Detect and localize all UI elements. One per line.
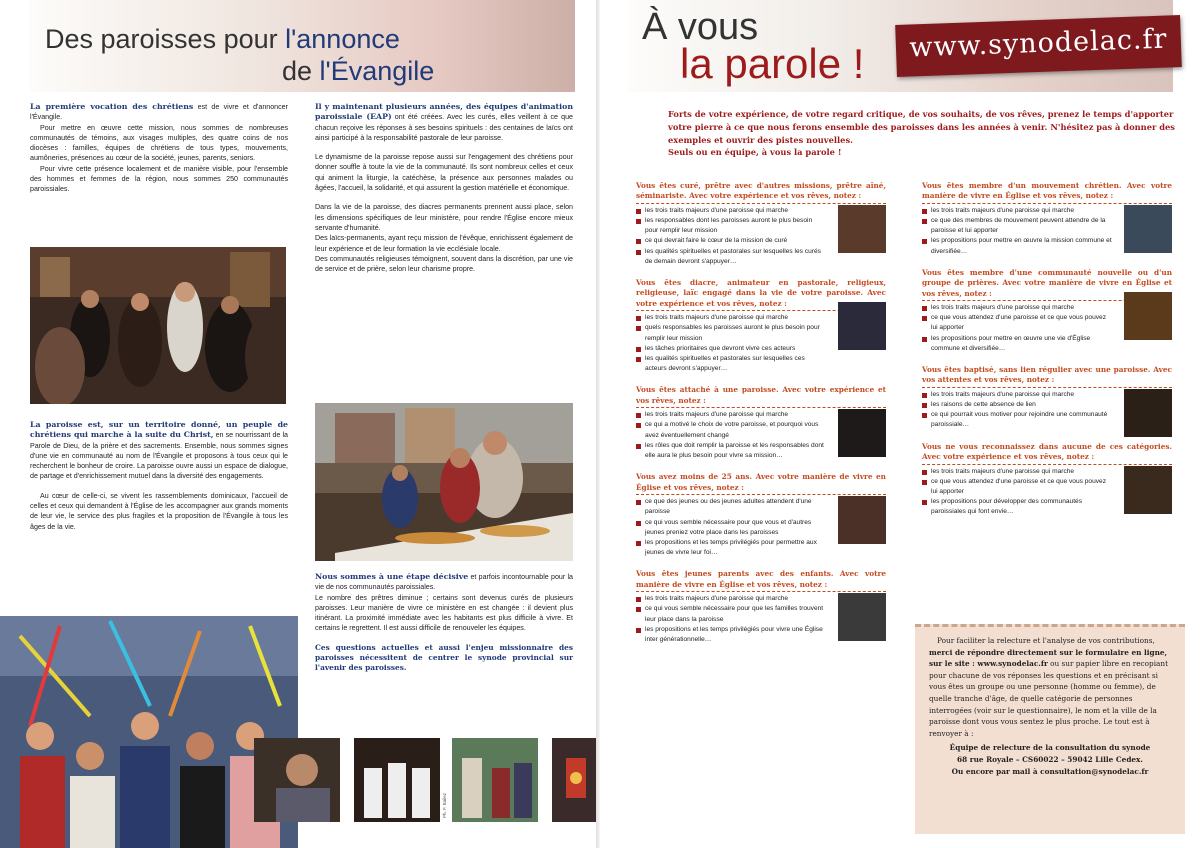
right-title-line2: la parole ! <box>680 40 865 87</box>
response-info-box <box>915 624 1185 834</box>
question-section <box>922 442 1172 518</box>
church-gathering-photo <box>30 247 286 404</box>
left-banner <box>30 0 575 92</box>
section-list <box>636 410 826 461</box>
list-item: les propositions et les temps privilégiés pour permettre aux jeunes de vivre leur foi… <box>636 538 826 558</box>
list-item: les propositions et les temps privilégiés pour vivre une Église inter générationnelle… <box>636 625 826 645</box>
info-text: Pour faciliter la relecture et l'analyse de vos contributions, merci de répondre directement sur le formulaire en ligne, sur le site : www.synodelac.fr ou sur papier libre en recopiant pour chacune de vos réponses les questions et en précisant si vous êtes un groupe ou une personne (homme ou femme), de quelle tranche d'âge, de quelle catégorie de personnes interrogées (voir sur le questionnaire), le nom et la ville de la paroisse dont vous vous sentez le plus proche. Le tout est à renvoyer à : <box>929 636 1169 738</box>
list-item: les responsables dont les paroisses auront le plus besoin pour remplir leur mission <box>636 216 826 236</box>
list-item: ce que des jeunes ou des jeunes adultes attendent d'une paroisse <box>636 497 826 517</box>
right-column-2 <box>922 181 1172 529</box>
address-block: Équipe de relecture de la consultation du synode 68 rue Royale – CS60022 – 59042 Lille Cedex. Ou encore par mail à consultation@synodelac.fr <box>949 743 1151 776</box>
list-item: les qualités spirituelles et pastorales sur lesquelles ces acteurs devront s'appuyer… <box>636 354 826 374</box>
list-item: les qualités spirituelles et pastorales sur lesquelles les curés de demain devront s'appuyer… <box>636 247 826 267</box>
list-item: les trois traits majeurs d'une paroisse qui marche <box>922 390 1112 400</box>
lantern-thumbnail <box>552 738 600 822</box>
section-photo <box>838 409 886 457</box>
section-photo <box>1124 205 1172 253</box>
question-section <box>636 569 886 645</box>
question-section <box>636 385 886 461</box>
list-item: ce qui vous semble nécessaire pour que vous et d'autres jeunes preniez votre place dans les paroisses <box>636 518 826 538</box>
left-column-2-bottom: Nous sommes à une étape décisive et parfois incontournable pour la vie de nos communautés paroissiales. Le nombre des prêtres diminue ; certains sont devenus curés de plusieurs paroisses. Leur manière de vivre ce ministère en est changée : il devient plus itinérant. La proximité immédiate avec les habitants est plus difficile à vivre. Et certains le regrettent. Il est aussi difficile de renouveler les équipes. Ces questions actuelles et aussi l'enjeu missionnaire des paroisses nécessitent de centrer le synode provincial sur l'avenir des paroisses. <box>315 572 573 673</box>
list-item: ce qui pourrait vous motiver pour rejoindre une communauté paroissiale… <box>922 410 1112 430</box>
elderly-man-thumbnail <box>254 738 340 822</box>
list-item: les propositions pour développer des communautés paroissiales qui font envie… <box>922 497 1112 517</box>
question-section <box>636 181 886 267</box>
section-heading: Vous êtes membre d'une communauté nouvelle ou d'un groupe de prières. Avec votre manière de vivre en Église et vos rêves, notez : <box>922 268 1172 301</box>
list-item: les propositions pour mettre en œuvre une vie d'Église commune et diversifiée… <box>922 334 1112 354</box>
section-heading: Vous ne vous reconnaissez dans aucune de ces catégories. Avec votre expérience et vos rêves, notez : <box>922 442 1172 465</box>
section-heading: Vous êtes membre d'un mouvement chrétien. Avec votre manière de vivre en Église et vos rêves, notez : <box>922 181 1172 204</box>
section-heading: Vous êtes jeunes parents avec des enfants. Avec votre manière de vivre en Église et vos rêves, notez : <box>636 569 886 592</box>
section-heading: Vous avez moins de 25 ans. Avec votre manière de vivre en Église et vos rêves, notez : <box>636 472 886 495</box>
list-item: ce que vous attendez d'une paroisse et ce que vous pouvez lui apporter <box>922 313 1112 333</box>
outdoor-meal-photo <box>315 403 573 561</box>
right-page <box>600 0 1200 848</box>
right-title-line1: À vous <box>642 6 759 48</box>
section-list <box>922 390 1112 431</box>
section-photo <box>1124 466 1172 514</box>
section-photo <box>838 302 886 350</box>
list-item: les raisons de cette absence de lien <box>922 400 1112 410</box>
right-column-1 <box>636 181 886 656</box>
question-section <box>922 181 1172 257</box>
list-item: les tâches prioritaires que devront vivre ces acteurs <box>636 344 826 354</box>
list-item: les rôles que doit remplir la paroisse et les responsables dont elle aura le plus besoin pour vivre sa mission… <box>636 441 826 461</box>
list-item: quels responsables les paroisses auront le plus besoin pour remplir leur mission <box>636 323 826 343</box>
list-item: les trois traits majeurs d'une paroisse qui marche <box>636 313 826 323</box>
left-column-1-bottom: La paroisse est, sur un territoire donné, un peuple de chrétiens qui marche à la suite du Christ, en se nourrissant de la Parole de Dieu, de la prière et des sacrements. Ensemble, nous sommes signes d'une vie en communauté au nom de l'Évangile et proposons à tous ceux qui le recherchent le bonheur de croire. La paroisse ouvre aussi un espace de dialogue, de partage et d'enrichissement mutuel dans la diversité des engagements. Au cœur de celle-ci, se vivent les rassemblements dominicaux, l'accueil de celles et ceux qui demandent à l'Église de les accompagner aux grands moments de leur vie, le service des plus fragiles et la proposition de l'Évangile à tous les âges de la vie. <box>30 420 288 531</box>
section-heading: Vous êtes baptisé, sans lien régulier avec une paroisse. Avec vos attentes et vos rêves, notez : <box>922 365 1172 388</box>
list-item: les trois traits majeurs d'une paroisse qui marche <box>636 410 826 420</box>
left-title-line1: Des paroisses pour l'annonce <box>45 24 400 54</box>
section-list <box>922 467 1112 518</box>
section-heading: Vous êtes diacre, animateur en pastorale, religieux, religieuse, laïc engagé dans la vie de votre paroisse. Avec votre expérience et vos rêves, notez : <box>636 278 886 311</box>
list-item: les trois traits majeurs d'une paroisse qui marche <box>922 206 1112 216</box>
list-item: ce qui devrait faire le cœur de la mission de curé <box>636 236 826 246</box>
section-photo <box>838 593 886 641</box>
question-section <box>636 472 886 558</box>
photo-credit: Ph. F. Bailez <box>442 792 447 818</box>
choir-thumbnail <box>354 738 440 822</box>
list-item: les trois traits majeurs d'une paroisse qui marche <box>636 206 826 216</box>
list-item: ce que vous attendez d'une paroisse et ce que vous pouvez lui apporter <box>922 477 1112 497</box>
section-heading: Vous êtes curé, prêtre avec d'autres missions, prêtre aîné, séminariste. Avec votre expérience et vos rêves, notez : <box>636 181 886 204</box>
left-column-1: La première vocation des chrétiens est de vivre et d'annoncer l'Évangile. Pour mettre en œuvre cette mission, nous sommes de nombreuses communautés de témoins, aux visages multiples, des quatre coins de nos diocèses : familles, équipes de chrétiens de tous types, mouvements, aumôneries, présences au cœur de la société, jeunes, parents, seniors. Pour vivre cette présence localement et de manière visible, pour l'ensemble des hommes et femmes de la région, nous sommes 250 communautés paroissiales. <box>30 102 288 194</box>
list-item: les propositions pour mettre en œuvre la mission commune et diversifiée… <box>922 236 1112 256</box>
question-section <box>636 278 886 374</box>
procession-thumbnail <box>452 738 538 822</box>
list-item: ce que des membres de mouvement peuvent attendre de la paroisse et lui apporter <box>922 216 1112 236</box>
section-photo <box>1124 389 1172 437</box>
left-column-2: Il y maintenant plusieurs années, des équipes d'animation paroissiale (EAP) ont été créées. Avec les curés, elles veillent à ce que chacun reçoive les réponses à ses besoins spirituels : des centaines de laïcs ont ainsi participé à la responsabilité pastorale de leur paroisse. Le dynamisme de la paroisse repose aussi sur l'engagement des chrétiens pour donner souffle à toute la vie de la communauté. Ils sont nombreux celles et ceux qui animent la liturgie, la catéchèse, la présence aux personnes malades ou âgées, l'accueil, la solidarité, et qui assurent la gestion matérielle et économique. Dans la vie de la paroisse, des diacres permanents prennent aussi place, selon les dimensions spécifiques de leur ministère, pour rendre l'Église encore mieux servante d'humanité. Des laïcs-permanents, ayant reçu mission de l'évêque, enrichissent également de leur expérience et de leur formation la vie ecclésiale locale. Des communautés religieuses témoignent, souvent dans la discrétion, par une vie de service et de prière, selon leur charisme propre. <box>315 102 574 274</box>
section-photo <box>838 205 886 253</box>
list-item: ce qui vous semble nécessaire pour que les familles trouvent leur place dans la paroisse <box>636 604 826 624</box>
section-heading: Vous êtes attaché à une paroisse. Avec votre expérience et vos rêves, notez : <box>636 385 886 408</box>
question-section <box>922 365 1172 431</box>
left-title-line2: de l'Évangile <box>282 56 435 86</box>
list-item: les trois traits majeurs d'une paroisse qui marche <box>636 594 826 604</box>
section-list <box>922 206 1112 257</box>
section-list <box>636 313 826 374</box>
website-badge[interactable]: www.synodelac.fr <box>895 15 1182 77</box>
section-list <box>922 303 1112 354</box>
section-list <box>636 594 826 645</box>
intro-text: Forts de votre expérience, de votre regard critique, de vos souhaits, de vos rêves, prenez le temps d'apporter votre pierre à ce que nous ferons ensemble des paroisses dans les années à venir. N'hésitez pas à donner des exemples et ouvrir des pistes nouvelles. Seuls ou en équipe, à vous la parole ! <box>668 109 1175 158</box>
question-section <box>922 268 1172 354</box>
section-photo <box>1124 292 1172 340</box>
section-list <box>636 497 826 558</box>
list-item: ce qui a motivé le choix de votre paroisse, et pourquoi vous avez éventuellement changé <box>636 420 826 440</box>
section-list <box>636 206 826 267</box>
list-item: les trois traits majeurs d'une paroisse qui marche <box>922 303 1112 313</box>
section-photo <box>838 496 886 544</box>
list-item: les trois traits majeurs d'une paroisse qui marche <box>922 467 1112 477</box>
